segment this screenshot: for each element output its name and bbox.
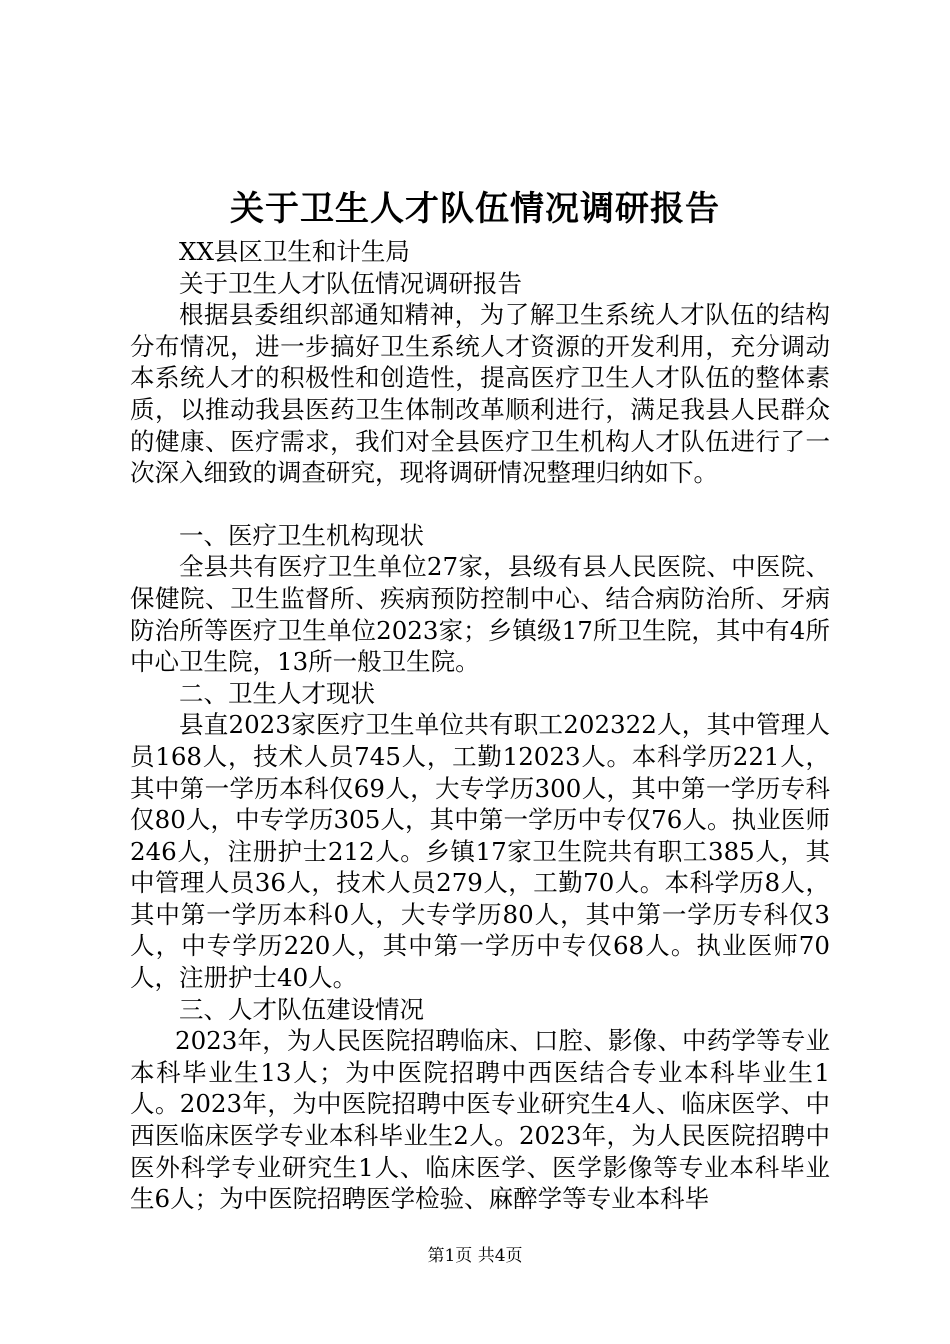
subtitle-line: 关于卫生人才队伍情况调研报告 — [179, 268, 522, 298]
section1-heading: 一、医疗卫生机构现状 — [179, 520, 424, 550]
section2-paragraph: 县直2023家医疗卫生单位共有职工202322人，其中管理人员168人，技术人员745人，工勤12023人。本科学历221人，其中第一学历本科仅69人，大专学历300人，其中第一学历专科仅80人，中专学历305人，其中第一学历中专仅76人。执业医师246人，注册护士212人。乡镇17家卫生院共有职工385人，其中管理人员36人，技术人员279人，工勤70人。本科学历8人，其中第一学历本科0人，大专学历80人，其中第一学历专科仅3人，中专学历220人，其中第一学历中专仅68人。执业医师70人，注册护士40人。 — [130, 710, 830, 993]
document-body — [130, 236, 830, 1215]
document-title: 关于卫生人才队伍情况调研报告 — [230, 189, 720, 229]
intro-paragraph: 根据县委组织部通知精神，为了解卫生系统人才队伍的结构分布情况，进一步搞好卫生系统人才资源的开发利用，充分调动本系统人才的积极性和创造性，提高医疗卫生人才队伍的整体素质，以推动我县医药卫生体制改革顺利进行，满足我县人民群众的健康、医疗需求，我们对全县医疗卫生机构人才队伍进行了一次深入细致的调查研究，现将调研情况整理归纳如下。 — [130, 300, 830, 488]
page-footer: 第1页 共4页 — [427, 1246, 523, 1266]
org-line: XX县区卫生和计生局 — [179, 237, 410, 266]
section3-paragraph: 2023年，为人民医院招聘临床、口腔、影像、中药学等专业本科毕业生13人；为中医院招聘中西医结合专业本科毕业生1人。2023年，为中医院招聘中医专业研究生4人、临床医学、中西医临床医学专业本科毕业生2人。2023年，为人民医院招聘中医外科学专业研究生1人、临床医学、医学影像等专业本科毕业生6人；为中医院招聘医学检验、麻醉学等专业本科毕 — [130, 1026, 830, 1214]
section2-heading: 二、卫生人才现状 — [179, 678, 375, 708]
section1-paragraph: 全县共有医疗卫生单位27家，县级有县人民医院、中医院、保健院、卫生监督所、疾病预防控制中心、结合病防治所、牙病防治所等医疗卫生单位2023家；乡镇级17所卫生院，其中有4所中心卫生院，13所一般卫生院。 — [130, 552, 830, 677]
paragraph-gap — [130, 489, 830, 520]
section3-heading: 三、人才队伍建设情况 — [179, 994, 424, 1024]
